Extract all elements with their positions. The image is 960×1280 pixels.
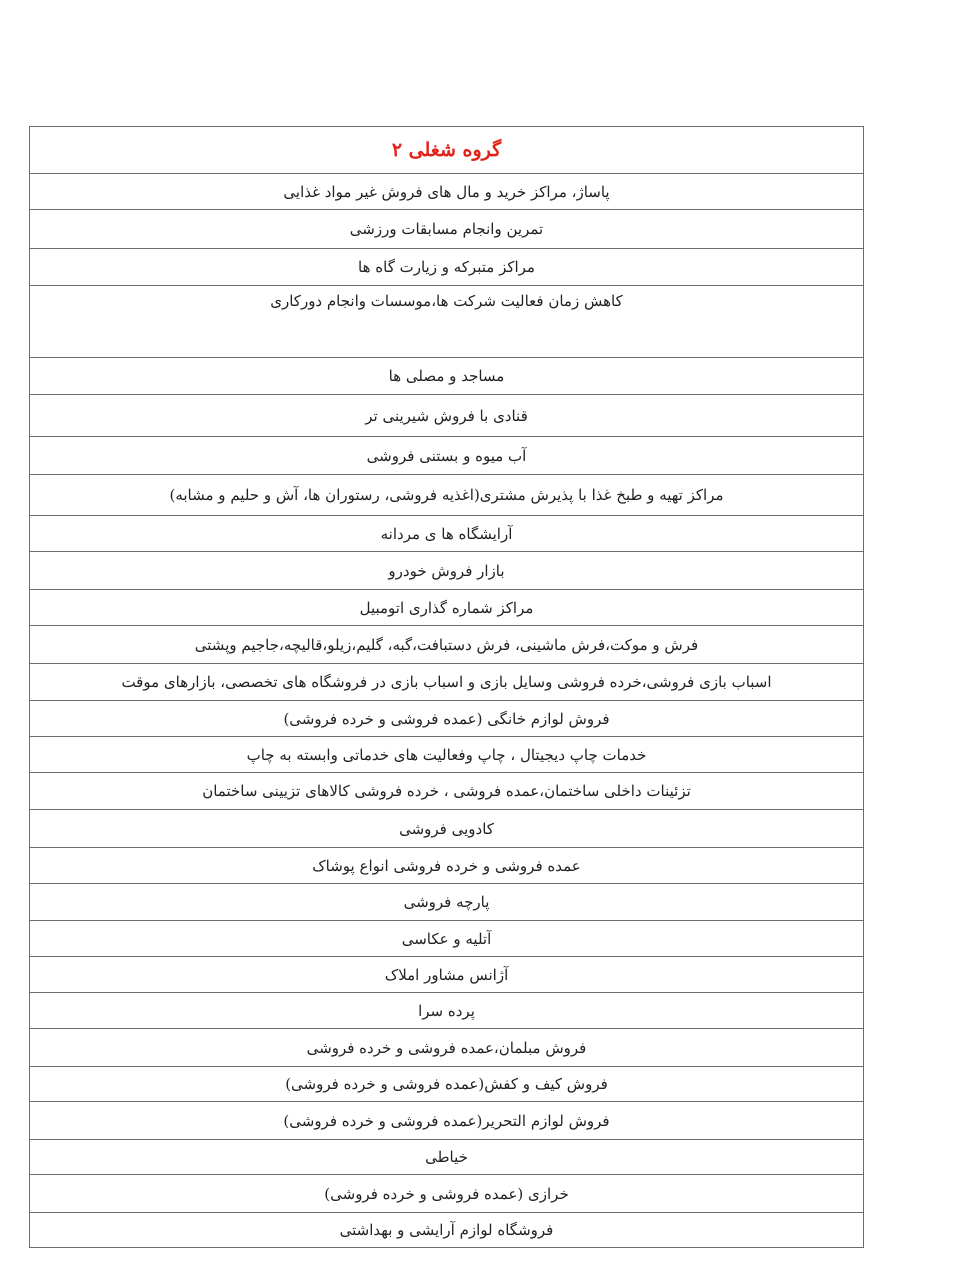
table-cell: خرازی (عمده فروشی و خرده فروشی)	[30, 1175, 864, 1213]
job-group-table	[29, 126, 864, 1248]
table-row	[30, 1175, 864, 1213]
table-row	[30, 1029, 864, 1067]
table-row	[30, 884, 864, 921]
table-cell: پاساژ، مراکز خرید و مال های فروش غیر مواد غذایی	[30, 174, 864, 210]
table-cell: پرده سرا	[30, 993, 864, 1029]
table-row	[30, 437, 864, 475]
table-row	[30, 475, 864, 516]
table-header-row	[30, 127, 864, 174]
table-cell: تزئینات داخلی ساختمان،عمده فروشی ، خرده فروشی کالاهای تزیینی ساختمان	[30, 773, 864, 810]
table-row	[30, 1140, 864, 1175]
table-row	[30, 957, 864, 993]
table-row	[30, 701, 864, 737]
table-row	[30, 249, 864, 286]
table-row	[30, 286, 864, 358]
table-row	[30, 993, 864, 1029]
table-cell: اسباب بازی فروشی،خرده فروشی وسایل بازی و اسباب بازی در فروشگاه های تخصصی، بازارهای موقت	[30, 664, 864, 701]
table-cell: پارچه فروشی	[30, 884, 864, 921]
table-row	[30, 848, 864, 884]
table-row	[30, 773, 864, 810]
table-cell: عمده فروشی و خرده فروشی انواع پوشاک	[30, 848, 864, 884]
table-cell: کادویی فروشی	[30, 810, 864, 848]
table-cell: کاهش زمان فعالیت شرکت ها،موسسات وانجام دورکاری	[30, 286, 864, 358]
table-cell: خدمات چاپ دیجیتال ، چاپ وفعالیت های خدماتی وابسته به چاپ	[30, 737, 864, 773]
table-cell: فروش مبلمان،عمده فروشی و خرده فروشی	[30, 1029, 864, 1067]
table-row	[30, 921, 864, 957]
table-row	[30, 174, 864, 210]
table-cell: فروشگاه لوازم آرایشی و بهداشتی	[30, 1213, 864, 1248]
table-cell: فروش لوازم التحریر(عمده فروشی و خرده فروشی)	[30, 1102, 864, 1140]
table-row	[30, 552, 864, 590]
table-row	[30, 737, 864, 773]
table-row	[30, 626, 864, 664]
table-row	[30, 516, 864, 552]
table-cell: آتلیه و عکاسی	[30, 921, 864, 957]
table-row	[30, 358, 864, 395]
table-cell: مراکز تهیه و طبخ غذا با پذیرش مشتری(اغذیه فروشی، رستوران ها، آش و حلیم و مشابه)	[30, 475, 864, 516]
table-title: گروه شغلی ۲	[30, 127, 864, 174]
table-row	[30, 210, 864, 249]
table-cell: فروش لوازم خانگی (عمده فروشی و خرده فروشی)	[30, 701, 864, 737]
table-row	[30, 1213, 864, 1248]
table-row	[30, 810, 864, 848]
table-row	[30, 664, 864, 701]
table-cell: قنادی با فروش شیرینی تر	[30, 395, 864, 437]
table-row	[30, 395, 864, 437]
table-row	[30, 590, 864, 626]
table-cell: فرش و موکت،فرش ماشینی، فرش دستبافت،گبه، گلیم،زیلو،قالیچه،جاجیم وپشتی	[30, 626, 864, 664]
table-row	[30, 1102, 864, 1140]
table-cell: آب میوه و بستنی فروشی	[30, 437, 864, 475]
table-cell: بازار فروش خودرو	[30, 552, 864, 590]
table-cell: آرایشگاه ها ی مردانه	[30, 516, 864, 552]
table-cell: تمرین وانجام مسابقات ورزشی	[30, 210, 864, 249]
table-cell: مراکز متبرکه و زیارت گاه ها	[30, 249, 864, 286]
table-cell: خیاطی	[30, 1140, 864, 1175]
table-cell: فروش کیف و کفش(عمده فروشی و خرده فروشی)	[30, 1067, 864, 1102]
table-cell: مراکز شماره گذاری اتومبیل	[30, 590, 864, 626]
table-cell: آژانس مشاور املاک	[30, 957, 864, 993]
table-row	[30, 1067, 864, 1102]
table-cell: مساجد و مصلی ها	[30, 358, 864, 395]
